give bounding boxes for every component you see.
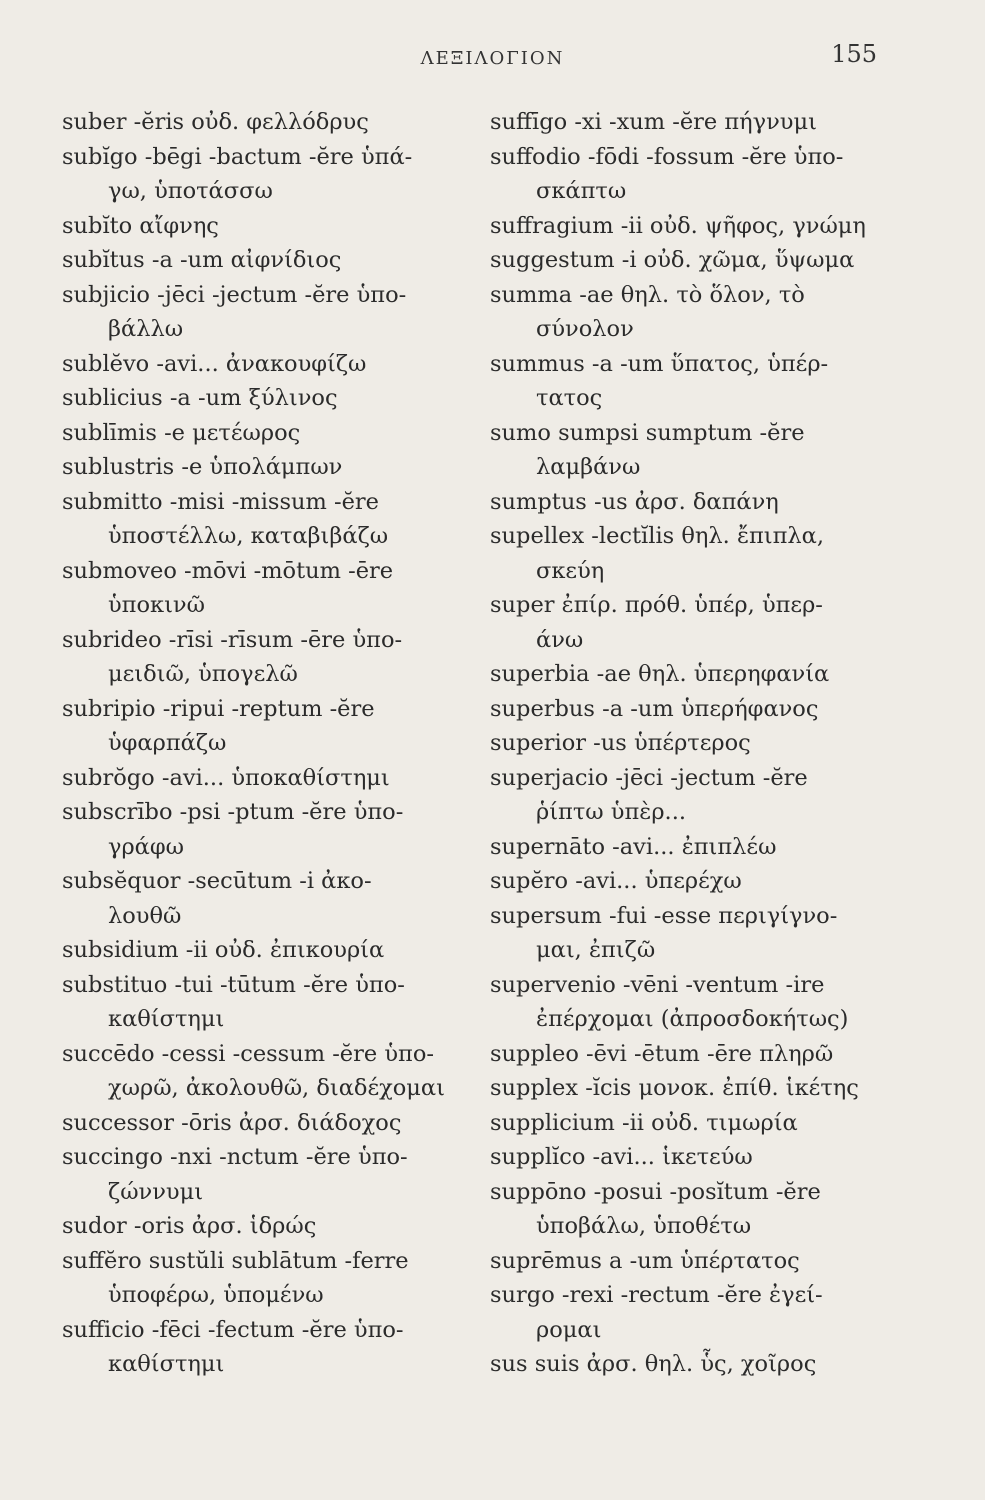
right-column: [490, 105, 900, 1382]
entry-continuation-line: άνω: [536, 626, 584, 653]
entry-headword-line: summus -a -um ὕπατος, ὑπέρ-: [490, 350, 829, 377]
entry-continuation-line: μαι, ἐπιζῶ: [536, 937, 656, 963]
entry-continuation-line: σκάπτω: [536, 178, 627, 204]
entry-headword-line: sufficio -fēci -fectum -ĕre ὑπο-: [62, 1316, 404, 1343]
dictionary-entry: [62, 209, 472, 244]
dictionary-entry: [490, 1278, 900, 1347]
dictionary-entry: [62, 864, 472, 933]
dictionary-entry: [62, 1209, 472, 1244]
dictionary-entry: [62, 450, 472, 485]
entry-headword-line: suggestum -i οὐδ. χῶμα, ὕψωμα: [490, 247, 855, 273]
entry-headword-line: sublicius -a -um ξύλινος: [62, 385, 338, 411]
entry-headword-line: supplicium -ii οὐδ. τιμωρία: [490, 1109, 798, 1136]
entry-headword-line: subjicio -jēci -jectum -ĕre ὑπο-: [62, 281, 407, 308]
entry-headword-line: surgo -rexi -rectum -ĕre ἐγεί-: [490, 1282, 823, 1308]
dictionary-entry: [62, 140, 472, 209]
dictionary-entry: [62, 554, 472, 623]
dictionary-entry: [62, 1140, 472, 1209]
dictionary-entry: [62, 623, 472, 692]
dictionary-entry: [62, 933, 472, 968]
dictionary-entry: [490, 1175, 900, 1244]
dictionary-entry: [62, 795, 472, 864]
dictionary-entry: [490, 105, 900, 140]
entry-headword-line: suppōno -posui -posĭtum -ĕre: [490, 1178, 821, 1205]
entry-headword-line: subripio -ripui -reptum -ĕre: [62, 695, 375, 722]
entry-headword-line: subsidium -ii οὐδ. ἐπικουρία: [62, 937, 385, 963]
entry-headword-line: super ἐπίρ. πρόθ. ὑπέρ, ὑπερ-: [490, 592, 823, 618]
dictionary-entry: [490, 485, 900, 520]
entry-headword-line: subĭto αἴφνης: [62, 212, 219, 239]
entry-headword-line: supersum -fui -esse περιγίγνο-: [490, 902, 838, 929]
entry-headword-line: suppleo -ēvi -ētum -ēre πληρῶ: [490, 1040, 834, 1067]
entry-headword-line: submoveo -mōvi -mōtum -ēre: [62, 557, 394, 584]
entry-continuation-line: γράφω: [108, 833, 184, 860]
entry-headword-line: superbia -ae θηλ. ὑπερηφανία: [490, 661, 830, 687]
dictionary-entry: [490, 588, 900, 657]
dictionary-entry: [490, 726, 900, 761]
entry-headword-line: successor -ōris ἀρσ. διάδοχος: [62, 1109, 402, 1136]
entry-continuation-line: ὑποκινῶ: [108, 592, 205, 618]
entry-continuation-line: ὑφαρπάζω: [108, 730, 227, 756]
entry-headword-line: suffragium -ii οὐδ. ψῆφος, γνώμη: [490, 212, 866, 239]
dictionary-entry: [62, 692, 472, 761]
dictionary-entry: [490, 899, 900, 968]
dictionary-entry: [490, 278, 900, 347]
entry-headword-line: substituo -tui -tūtum -ĕre ὑπο-: [62, 971, 405, 998]
entry-continuation-line: ζώννυμι: [108, 1178, 204, 1205]
running-header: ΛΕΞΙΛΟΓΙΟΝ: [420, 48, 565, 69]
dictionary-entry: [490, 209, 900, 244]
entry-headword-line: sus suis ἀρσ. θηλ. ὗς, χοῖρος: [490, 1351, 817, 1377]
dictionary-entry: [490, 1037, 900, 1072]
left-column: [62, 105, 472, 1382]
entry-headword-line: supplex -ĭcis μονοκ. ἐπίθ. ἱκέτης: [490, 1075, 859, 1101]
entry-continuation-line: καθίστημι: [108, 1006, 225, 1032]
entry-headword-line: supernāto -avi... ἐπιπλέω: [490, 833, 777, 860]
dictionary-entry: [62, 761, 472, 796]
entry-continuation-line: σκεύη: [536, 557, 605, 584]
entry-continuation-line: μειδιῶ, ὑπογελῶ: [108, 661, 298, 687]
entry-headword-line: subsĕquor -secūtum -i ἀκο-: [62, 868, 372, 894]
entry-continuation-line: τατος: [536, 385, 603, 411]
entry-headword-line: sudor -oris ἀρσ. ἱδρώς: [62, 1213, 317, 1239]
dictionary-entry: [490, 243, 900, 278]
entry-headword-line: subĭtus -a -um αἰφνίδιος: [62, 247, 342, 273]
dictionary-entry: [62, 968, 472, 1037]
entry-headword-line: superbus -a -um ὑπερήφανος: [490, 695, 819, 722]
dictionary-entry: [490, 761, 900, 830]
dictionary-entry: [490, 830, 900, 865]
dictionary-entry: [490, 1140, 900, 1175]
entry-headword-line: supplĭco -avi... ἱκετεύω: [490, 1144, 753, 1170]
entry-headword-line: suber -ĕris οὐδ. φελλόδρυς: [62, 109, 369, 135]
dictionary-entry: [62, 347, 472, 382]
entry-headword-line: succingo -nxi -nctum -ĕre ὑπο-: [62, 1144, 408, 1170]
entry-headword-line: suffīgo -xi -xum -ĕre πήγνυμι: [490, 109, 817, 135]
entry-headword-line: sublĕvo -avi... ἀνακουφίζω: [62, 350, 367, 377]
dictionary-entry: [62, 243, 472, 278]
entry-headword-line: sublustris -e ὑπολάμπων: [62, 454, 343, 480]
entry-headword-line: subrŏgo -avi... ὑποκαθίστημι: [62, 764, 390, 791]
entry-continuation-line: χωρῶ, ἀκολουθῶ, διαδέχομαι: [108, 1075, 445, 1101]
entry-continuation-line: ρομαι: [536, 1316, 602, 1343]
entry-continuation-line: λαμβάνω: [536, 454, 641, 480]
entry-continuation-line: βάλλω: [108, 316, 184, 342]
dictionary-entry: [62, 1106, 472, 1141]
dictionary-entry: [490, 519, 900, 588]
entry-headword-line: suffodio -fōdi -fossum -ĕre ὑπο-: [490, 143, 844, 170]
dictionary-entry: [490, 657, 900, 692]
entry-continuation-line: σύνολον: [536, 316, 634, 342]
page-number: 155: [831, 40, 877, 68]
entry-headword-line: submitto -misi -missum -ĕre: [62, 488, 379, 515]
dictionary-entry: [62, 1244, 472, 1313]
entry-headword-line: sublīmis -e μετέωρος: [62, 419, 301, 446]
dictionary-entry: [490, 1244, 900, 1279]
entry-headword-line: superjacio -jēci -jectum -ĕre: [490, 764, 808, 791]
entry-headword-line: subĭgo -bēgi -bactum -ĕre ὑπά-: [62, 143, 413, 170]
entry-headword-line: supervenio -vēni -ventum -ire: [490, 971, 825, 998]
dictionary-entry: [490, 864, 900, 899]
dictionary-entry: [490, 416, 900, 485]
dictionary-entry: [490, 140, 900, 209]
entry-headword-line: subrideo -rīsi -rīsum -ēre ὑπο-: [62, 626, 403, 653]
dictionary-entry: [490, 1106, 900, 1141]
entry-headword-line: supĕro -avi... ὑπερέχω: [490, 868, 742, 894]
entry-continuation-line: ὑποφέρω, ὑπομένω: [108, 1282, 324, 1308]
entry-continuation-line: καθίστημι: [108, 1351, 225, 1377]
dictionary-entry: [62, 416, 472, 451]
entry-headword-line: supellex -lectĭlis θηλ. ἔπιπλα,: [490, 523, 825, 549]
dictionary-entry: [62, 381, 472, 416]
dictionary-entry: [62, 1313, 472, 1382]
dictionary-entry: [62, 1037, 472, 1106]
entry-headword-line: subscrībo -psi -ptum -ĕre ὑπο-: [62, 799, 404, 825]
dictionary-entry: [490, 968, 900, 1037]
entry-headword-line: sumptus -us ἀρσ. δαπάνη: [490, 488, 779, 515]
dictionary-entry: [62, 278, 472, 347]
entry-continuation-line: ἐπέρχομαι (ἀπροσδοκήτως): [536, 1006, 849, 1032]
entry-continuation-line: ὑποβάλω, ὑποθέτω: [536, 1213, 752, 1239]
entry-headword-line: suprēmus a -um ὑπέρτατος: [490, 1247, 800, 1274]
entry-headword-line: superior -us ὑπέρτερος: [490, 730, 751, 756]
entry-headword-line: suffĕro sustŭli sublātum -ferre: [62, 1247, 409, 1274]
dictionary-entry: [490, 692, 900, 727]
entry-continuation-line: ὑποστέλλω, καταβιβάζω: [108, 523, 389, 549]
entry-headword-line: succēdo -cessi -cessum -ĕre ὑπο-: [62, 1040, 434, 1067]
dictionary-entry: [62, 105, 472, 140]
dictionary-entry: [490, 347, 900, 416]
entry-continuation-line: λουθῶ: [108, 902, 182, 929]
entry-headword-line: sumo sumpsi sumptum -ĕre: [490, 419, 805, 446]
entry-continuation-line: γω, ὑποτάσσω: [108, 178, 273, 204]
entry-headword-line: summa -ae θηλ. τὸ ὅλον, τὸ: [490, 281, 805, 308]
dictionary-entry: [62, 485, 472, 554]
dictionary-entry: [490, 1347, 900, 1382]
dictionary-entry: [490, 1071, 900, 1106]
entry-continuation-line: ῥίπτω ὑπὲρ...: [536, 799, 687, 825]
